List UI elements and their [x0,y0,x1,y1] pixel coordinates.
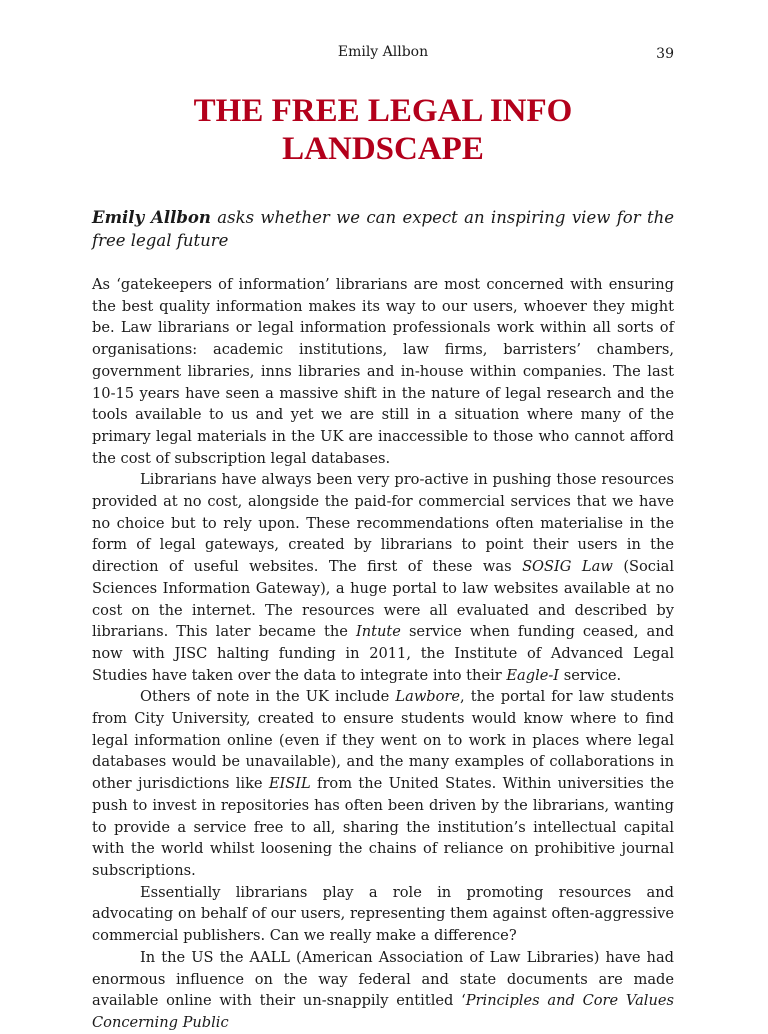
paragraph-2-emphasis-sosig: SOSIG Law [522,558,613,576]
running-header [92,44,674,66]
paragraph-3-text-b: , the portal for law students from City University, created to ensure students would know where to find legal information online (even if they went on to work in places where legal databases would be unavailable), and the many examples of collaborations in other jurisdictions like [92,688,674,793]
standfirst-text: asks whether we can expect an inspiring view for the free legal future [92,208,674,250]
paragraph-2-text-b: (Social Sciences Information Gateway), a huge portal to law websites available at no cost on the internet. The resources were all evaluated and described by librarians. This later became the [92,558,675,641]
article-body [92,274,674,1034]
paragraph-2-emphasis-intute: Intute [355,623,401,641]
article-title [92,92,674,168]
standfirst-author: Emily Allbon [92,208,211,227]
running-header-author: Emily Allbon [337,44,429,60]
article-title-line-2: LANDSCAPE [282,131,484,167]
paragraph-1: As ‘gatekeepers of information’ librarians are most concerned with ensuring the best quality information makes its way to our users, whoever they might be. Law librarians or legal information professionals work within all sorts of organisations: academic institutions, law firms, barristers’ chambers, government libraries, inns libraries and in-house within companies. The last 10-15 years have seen a massive shift in the nature of legal research and the tools available to us and yet we are still in a situation where many of the primary legal materials in the UK are inaccessible to those who cannot afford the cost of subscription legal databases. [92,276,674,467]
paragraph-5-text-a: In the US the AALL (American Association of Law Libraries) have had enormous influence on the way federal and state documents are made available online with their un-snappily entitled ‘ [92,948,674,1010]
paragraph-5-emphasis-principles: Principles and Core Values Concerning Public [92,992,675,1031]
paragraph-3-emphasis-lawbore: Lawbore [395,688,461,706]
paragraph-3-emphasis-eisil: EISIL [268,775,311,793]
paragraph-2 [92,469,674,686]
paragraph-2-text-c: service when funding ceased, and now with JISC halting funding in 2011, the Institute of Advanced Legal Studies have taken over the data to integrate into their [92,623,674,684]
paragraph-2-text-a: Librarians have always been very pro-active in pushing those resources provided at no cost, alongside the paid-for commercial services that we have no choice but to rely upon. These recommendations often materialise in the form of legal gateways, created by librarians to point their users in the direction of useful websites. The first of these was [92,471,674,576]
paragraph-3-text-a: Others of note in the UK include [140,688,396,706]
article-standfirst [92,206,674,252]
paragraph-3-text-c: from the United States. Within universities the push to invest in repositories has often been driven by the librarians, wanting to provide a service free to all, sharing the institution’s intellectual capital with the world whilst loosening the chains of reliance on prohibitive journal subscriptions. [92,775,674,879]
article-title-line-1: THE FREE LEGAL INFO [193,93,573,129]
paragraph-2-text-d: service. [559,666,622,684]
paragraph-5 [92,947,674,1034]
page-number: 39 [656,46,674,62]
paragraph-2-emphasis-eagle: Eagle-I [506,666,560,684]
paragraph-4: Essentially librarians play a role in promoting resources and advocating on behalf of our users, representing them against often-aggressive commercial publishers. Can we really make a difference? [92,883,674,945]
paragraph-3 [92,686,674,881]
